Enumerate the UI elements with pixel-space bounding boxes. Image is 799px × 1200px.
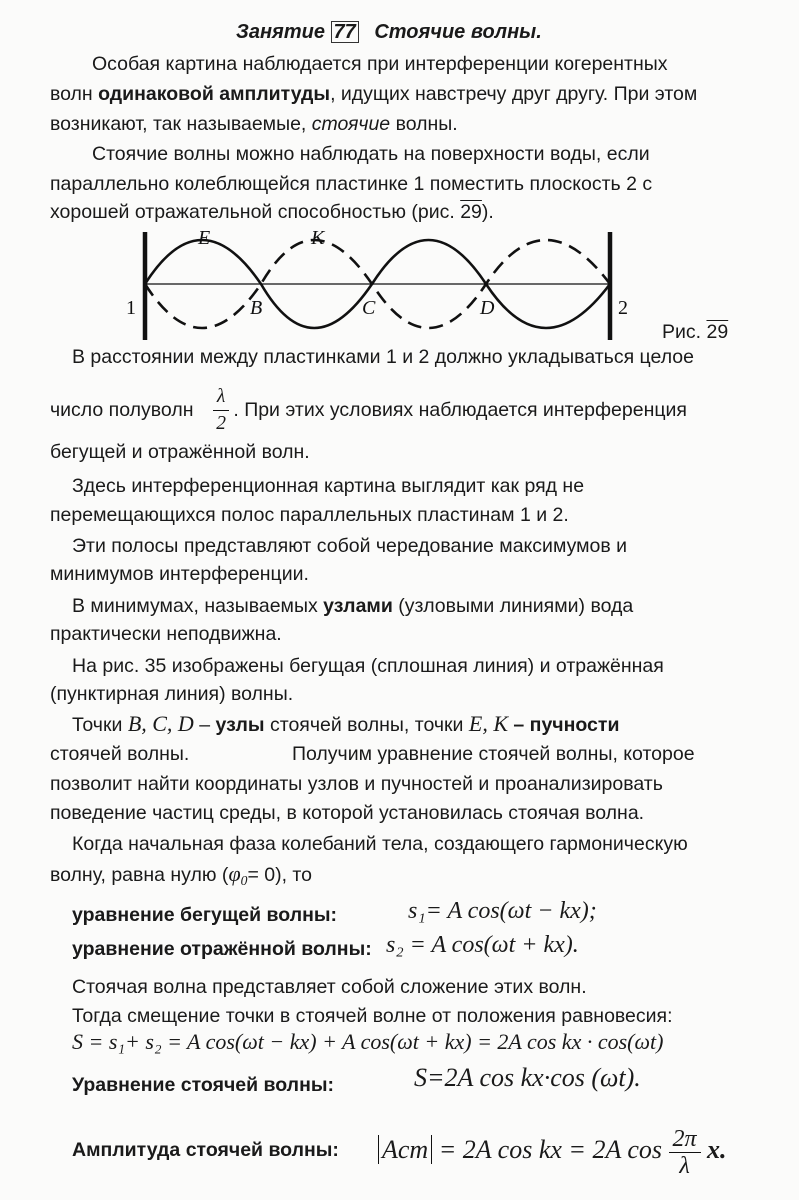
p3-line2: число полуволн $\frac{\lambda}{2}$ . При этих условиях наблюдается интерференция: [50, 380, 687, 444]
standing-wave-label: Уравнение стоячей волны:: [72, 1074, 334, 1096]
amplitude-middle: = 2A cos kx = 2A cos: [438, 1135, 663, 1164]
lesson-number: 77: [331, 21, 359, 43]
label-K: K: [311, 227, 325, 249]
label-D: D: [480, 297, 495, 319]
p2-line2: параллельно колеблющейся пластинке 1 поместить плоскость 2 с: [50, 173, 653, 195]
p3-line1: В расстоянии между пластинками 1 и 2 должно укладываться целое: [72, 346, 694, 368]
reflected-wave-label: уравнение отражённой волны:: [72, 938, 372, 960]
label-E: E: [198, 227, 211, 249]
lesson-heading: Стоячие волны.: [374, 21, 542, 43]
p8-line3: позволит найти координаты узлов и пучностей и проанализировать: [50, 773, 663, 795]
label-plate-1: 1: [126, 297, 136, 319]
half-lambda-fraction: $\frac{\lambda}{2}$: [213, 384, 229, 437]
p5-line2: минимумов интерференции.: [50, 563, 309, 585]
p1-line2: волн одинаковой амплитуды, идущих навстречу друг другу. При этом: [50, 83, 698, 105]
p6-line1: В минимумах, называемых узлами (узловыми линиями) вода: [72, 595, 634, 617]
superposition-equation: S = s₁+ s₂ = A cos(ωt − kx) + A cos(ωt + kx) = 2A cos kx · cos(ωt): [72, 1029, 664, 1054]
p7-line1: На рис. 35 изображены бегущая (сплошная линия) и отражённая: [72, 655, 664, 677]
p10-line1: Стоячая волна представляет собой сложение этих волн.: [72, 976, 587, 998]
p2-line3: хорошей отражательной способностью (рис. 29).: [50, 201, 494, 223]
figure-caption: Рис. 29: [662, 321, 729, 343]
p7-line2: (пунктирная линия) волны.: [50, 683, 294, 705]
amplitude-abs: Aст: [378, 1135, 432, 1164]
amplitude-tail: x.: [707, 1135, 727, 1164]
lesson-title: [236, 20, 542, 44]
p2-line1: Стоячие волны можно наблюдать на поверхности воды, если: [92, 143, 650, 165]
amplitude-equation: [378, 1112, 727, 1188]
p10-line2: Тогда смещение точки в стоячей волне от положения равновесия:: [72, 1005, 673, 1027]
amplitude-label: Амплитуда стоячей волны:: [72, 1139, 339, 1161]
p5-line1: Эти полосы представляют собой чередование максимумов и: [72, 535, 628, 557]
standing-wave-figure: [110, 222, 670, 352]
label-plate-2: 2: [618, 297, 628, 319]
standing-wave-equation: S=2A cos kx·cos (ωt).: [414, 1063, 641, 1092]
p4-line1: Здесь интерференционная картина выглядит как ряд не: [72, 475, 585, 497]
label-B: B: [250, 297, 263, 319]
p3-line3: бегущей и отражённой волн.: [50, 441, 310, 463]
p8-line2b: Получим уравнение стоячей волны, которое: [292, 743, 695, 765]
reflected-wave-equation: s₂ = A cos(ωt + kx).: [386, 932, 579, 958]
p8-line1: Точки B, C, D – узлы стоячей волны, точки E, K – пучности: [72, 711, 620, 736]
two-pi-over-lambda: $\frac{2\pi}{\lambda}$: [669, 1126, 701, 1179]
lesson-label: Занятие: [236, 21, 325, 43]
running-wave-equation: s₁= A cos(ωt − kx);: [408, 898, 597, 924]
p1-line1: Особая картина наблюдается при интерференции когерентных: [92, 53, 668, 75]
p4-line2: перемещающихся полос параллельных пластинам 1 и 2.: [50, 504, 569, 526]
p8-line4: поведение частиц среды, в которой установилась стоячая волна.: [50, 802, 645, 824]
p6-line2: практически неподвижна.: [50, 623, 282, 645]
p8-line2a: стоячей волны.: [50, 743, 190, 765]
p9-line2: волну, равна нулю $(\varphi_0= 0)$, то: [50, 861, 312, 888]
running-wave-label: уравнение бегущей волны:: [72, 904, 338, 926]
label-C: C: [362, 297, 376, 319]
p9-line1: Когда начальная фаза колебаний тела, создающего гармоническую: [72, 833, 688, 855]
p1-line3: возникают, так называемые, стоячие волны.: [50, 113, 458, 135]
